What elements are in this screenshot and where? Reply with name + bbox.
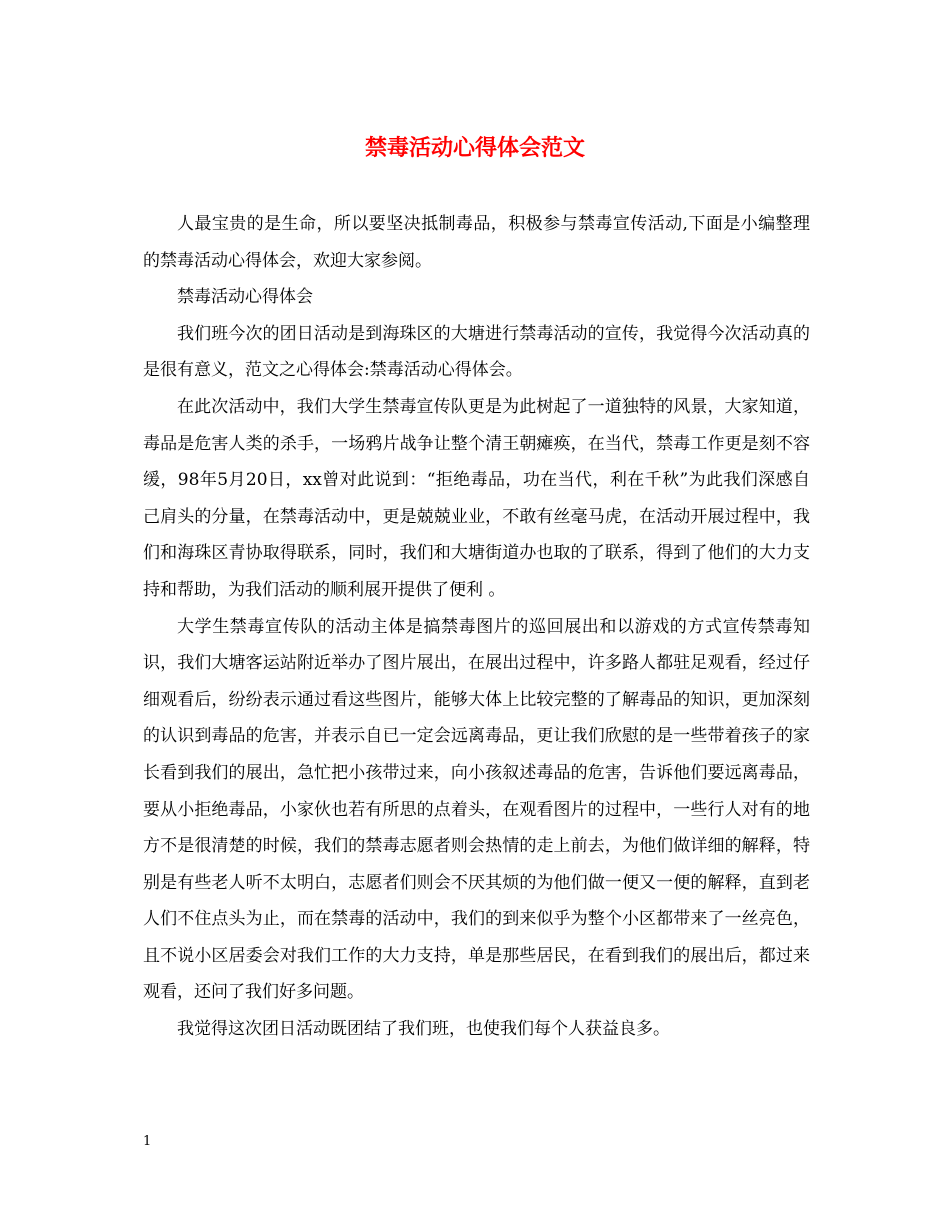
page-number: 1: [143, 1134, 152, 1149]
paragraph-exhibition: 大学生禁毒宣传队的活动主体是搞禁毒图片的巡回展出和以游戏的方式宣传禁毒知识，我们大塘客运站附近举办了图片展出，在展出过程中，许多路人都驻足观看，经过仔细观看后，纷纷表示通过看这些图片，能够大体上比较完整的了解毒品的知识，更加深刻的认识到毒品的危害，并表示自已一定会远离毒品，更让我们欣慰的是一些带着孩子的家长看到我们的展出，急忙把小孩带过来，向小孩叙述毒品的危害，告诉他们要远离毒品，要从小拒绝毒品，小家伙也若有所思的点着头，在观看图片的过程中，一些行人对有的地方不是很清楚的时候，我们的禁毒志愿者则会热情的走上前去，为他们做详细的解释，特别是有些老人听不太明白，志愿者们则会不厌其烦的为他们做一便又一便的解释，直到老人们不住点头为止，而在禁毒的活动中，我们的到来似乎为整个小区都带来了一丝亮色，且不说小区居委会对我们工作的大力支持，单是那些居民，在看到我们的展出后，都过来观看，还问了我们好多问题。: [143, 616, 810, 1003]
paragraph-subheading: 禁毒活动心得体会: [177, 287, 313, 308]
paragraph-conclusion: 我觉得这次团日活动既团结了我们班，也使我们每个人获益良多。: [177, 1019, 670, 1040]
paragraph-activity: 我们班今次的团日活动是到海珠区的大塘进行禁毒活动的宣传，我觉得今次活动真的是很有意义，范文之心得体会:禁毒活动心得体会。: [143, 323, 810, 381]
document-title: 禁毒活动心得体会范文: [364, 135, 585, 161]
paragraph-propaganda-team: 在此次活动中，我们大学生禁毒宣传队更是为此树起了一道独特的风景，大家知道，毒品是危害人类的杀手，一场鸦片战争让整个清王朝瘫痪，在当代，禁毒工作更是刻不容缓，98年5月20日，xx曾对此说到：“拒绝毒品，功在当代，利在千秋”为此我们深感自己肩头的分量，在禁毒活动中，更是兢兢业业，不敢有丝毫马虎，在活动开展过程中，我们和海珠区青协取得联系，同时，我们和大塘街道办也取的了联系，得到了他们的大力支持和帮助，为我们活动的顺利展开提供了便利 。: [143, 396, 810, 600]
paragraph-intro: 人最宝贵的是生命，所以要坚决抵制毒品，积极参与禁毒宣传活动,下面是小编整理的禁毒活动心得体会，欢迎大家参阅。: [143, 214, 810, 271]
document-body: [143, 206, 810, 1048]
